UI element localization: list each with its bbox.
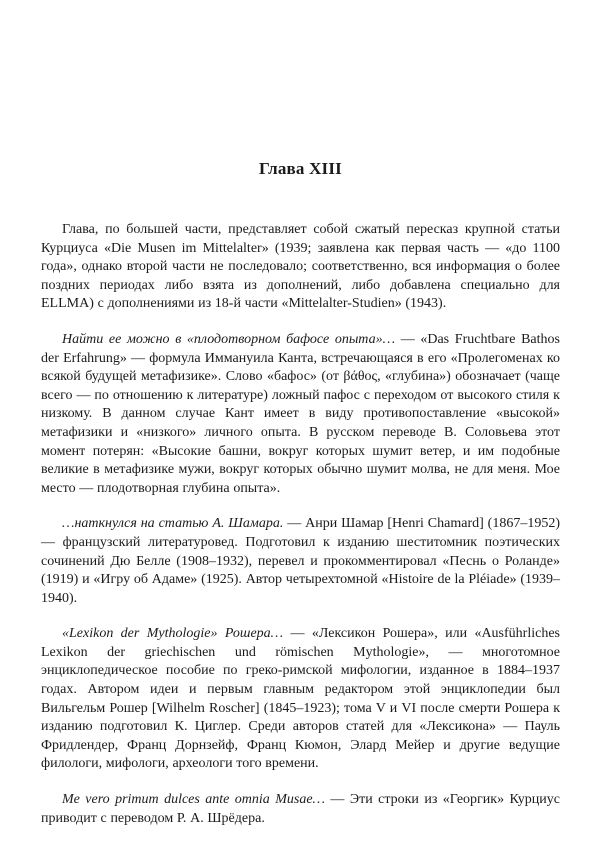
text-block: [41, 221, 560, 828]
paragraph-2-lead: Найти ее можно в «плодотворном бафосе опыта»…: [62, 331, 396, 347]
paragraph-4: [41, 625, 560, 774]
paragraph-5: [41, 791, 560, 828]
paragraph-5-lead: Me vero primum dulces ante omnia Musae…: [62, 792, 325, 808]
paragraph-2-text: — «Das Fruchtbare Bathos der Erfahrung» — формула Иммануила Канта, встречающаяся в его «Пролегоменах ко всякой будущей метафизике». Слово «бафос» (от βάθος, «глубина») обозначает (чаще всего — по отношению к литературе) ложный пафос с переходом от высокого стиля к низкому. В данном случае Кант имеет в виду противопоставление «высокой» метафизики и «низкого» личного опыта. В русском переводе В. Соловьева этот момент потерян: «Высокие башни, вокруг которых шумит ветер, и им подобные великие в метафизике мужи, вокруг которых обычно шумит молва, не для меня. Мое место — плодотворная глубина опыта».: [41, 331, 560, 496]
paragraph-1-text: Глава, по большей части, представляет собой сжатый пересказ крупной статьи Курциуса «Die Musen im Mittelalter» (1939; заявлена как первая часть — «до 1100 года», однако второй части не последовало; соответственно, вся информация о более поздних периодах либо взята из дополнений, либо добавлена специально для ELLMA) с дополнениями из 18-й части «Mittelalter-Studien» (1943).: [41, 222, 560, 312]
paragraph-2: [41, 331, 560, 498]
paragraph-3: [41, 515, 560, 608]
paragraph-1: [41, 221, 560, 314]
paragraph-3-text: — Анри Шамар [Henri Chamard] (1867–1952) — французский литературовед. Подготовил к изданию шеститомник поэтических сочинений Дю Белле (1908–1932), перевел и прокомментировал «Песнь о Роланде» (1919) и «Игру об Адаме» (1925). Автор четырехтомной «Histoire de la Pléiade» (1939–1940).: [41, 516, 560, 606]
paragraph-4-lead: «Lexikon der Mythologie» Рошера…: [62, 626, 284, 642]
paragraph-4-text: — «Лексикон Рошера», или «Ausführliches Lexikon der griechischen und römischen Mythologie», — многотомное энциклопедическое пособие по греко-римской мифологии, изданное в 1884–1937 годах. Автором идеи и первым главным редактором этой энциклопедии был Вильгельм Рошер [Wilhelm Roscher] (1845–1923); тома V и VI после смерти Рошера к изданию подготовил К. Циглер. Среди авторов статей для «Лексикона» — Пауль Фридлендер, Франц Дорнзейф, Франц Кюмон, Элард Мейер и другие ведущие филологи, мифологи, археологи того времени.: [41, 626, 560, 772]
paragraph-3-lead: …наткнулся на статью А. Шамара.: [62, 516, 284, 532]
chapter-title: Глава XIII: [259, 159, 342, 178]
paragraph-5-text: — Эти строки из «Георгик» Курциус приводит с переводом Р. А. Шрёдера.: [41, 792, 560, 826]
